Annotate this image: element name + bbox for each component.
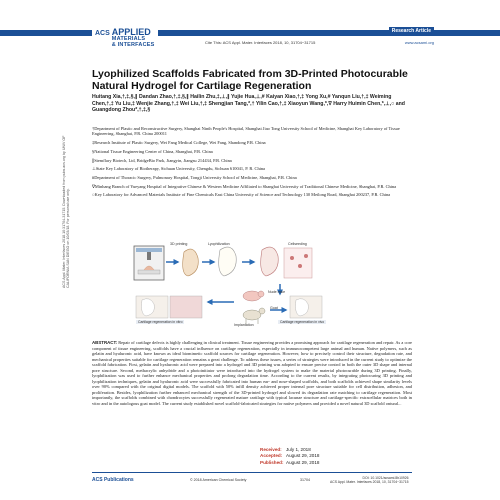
cell-seeded-scaffold-icon: [261, 247, 312, 278]
affiliation: ∇Minhang Branch of Yueyang Hospital of Integrative Chinese & Western Medicine Affiliated to Shanghai University of Traditional Chinese Medicine, Shanghai, P.R. China: [92, 183, 397, 189]
received-date: July 1, 2018: [286, 447, 311, 452]
caption-in-vivo: Cartilage regeneration in vivo: [280, 320, 325, 324]
label-nude-mice: Nude mice: [268, 290, 286, 294]
abstract-text: Repair of cartilage defects is highly challenging in clinical treatment. Tissue engineering provides a promising approach for cartilage regeneration and repair. As a core component of tissue engineering, scaffolds have a crucial influence on cartilage regeneration, especially in immunocompetent large animal and human. Native polymers, such as gelatin and hyaluronic acid, have known as ideal biomimetic scaffold sources for cartilage regeneration. However, how to precisely control their structure, degradation rate, and mechanical properties suitable for cartilage regeneration remains a great challenge. To address these issues, a series of strategies were introduced in the current study to optimize the scaffold fabrication. First, gelatin and hyaluronic acid were prepared into a hydrogel and 3D printing was adopted to ensure precise control in both the outer 3D shape and internal pore structure. Second, methacrylic anhydride and a photoinitiator were introduced into the hydrogel system to make the material photocurable during 3D printing. Finally, lyophilization was used to further enhance mechanical properties and prolong degradation time. According to the current results, by integrating photocuring 3D printing and lyophilization techniques, gelatin and hyaluronic acid were successfully fabricated into human ear- and nose-shaped scaffolds, and both scaffolds achieved shape similarity levels over 90% compared with the original digital models. The scaffold with 50% infill density achieved proper internal pore structure suitable for cell distribution, adhesion, and proliferation. Besides, lyophilization further enhanced mechanical strength of the 3D-printed hydrogel and slowed its degradation rate matching to cartilage regeneration. Most importantly, the scaffolds combined with chondrocytes successfully regenerated mature cartilage with typical lacunae structure and cartilage-specific extracellular matrices both in vitro and in the autologous goat model. The current study established novel scaffold-fabricated strategies for native polymers and provided a novel natural 3D scaffold ontural...: [92, 340, 412, 406]
cite-this-line[interactable]: Cite This: ACS Appl. Mater. Interfaces 2018, 10, 31704−31715: [205, 40, 316, 45]
affiliation: §National Tissue Engineering Center of China, Shanghai, P.R. China: [92, 148, 213, 154]
toc-graphic-illustration: [130, 240, 330, 328]
doi-link[interactable]: DOI: 10.1021/acsami.8b10926: [362, 476, 409, 480]
affiliation: †Department of Plastic and Reconstructive Surgery, Shanghai Ninth People's Hospital, Shanghai Jiao Tong University School of Medicine, Shanghai Key Laboratory of Tissue Engineering, Shanghai, P.R. China 200011: [92, 126, 400, 137]
accepted-label: Accepted:: [260, 453, 283, 459]
affiliation: ∥Stemflary Biotech, Ltd, BridgeBio Park, Jiangyin, Jiangsu 214434, P.R. China: [92, 157, 232, 163]
cartilage-in-vitro-image: [136, 296, 202, 318]
cartilage-in-vivo-image: [290, 296, 322, 318]
logo-line-1: APPLIED: [111, 27, 151, 37]
accepted-date: August 29, 2018: [286, 453, 320, 459]
label-goat: Goat: [270, 306, 278, 310]
label-implantation: Implantation: [234, 323, 254, 327]
affiliations: [92, 126, 412, 201]
published-label: Published:: [260, 459, 284, 465]
download-notice: ACS Appl. Mater. Interfaces 2018.10:31704-31715. Downloaded from pubs.acs.org by UNIV OF CALIFORNIA SAN DIEGO on 10/03/18. For personal use only.: [62, 135, 71, 288]
toc-graphic: [130, 240, 330, 328]
abstract-label: ABSTRACT:: [92, 340, 118, 345]
lyophilized-scaffold-icon: [219, 247, 237, 276]
label-lyophilization: Lyophilization: [208, 242, 230, 246]
3d-printer-icon: [134, 246, 164, 280]
journal-citation: ACS Appl. Mater. Interfaces 2018, 10, 31704−31715: [330, 480, 409, 485]
copyright-notice: © 2018 American Chemical Society: [190, 478, 247, 482]
goat-icon: [243, 308, 265, 324]
doi-block: [330, 476, 409, 485]
journal-logo[interactable]: [92, 28, 158, 48]
received-label: Received:: [260, 447, 282, 452]
nude-mouse-icon: [243, 291, 264, 301]
logo-acs: ACS: [95, 30, 110, 37]
article-type-badge: Research Article: [389, 27, 434, 35]
logo-line-3: & INTERFACES: [111, 42, 155, 48]
label-3d-printing: 3D printing: [170, 242, 188, 246]
affiliation: ⊥State Key Laboratory of Biotherapy, Sichuan University, Chengdu, Sichuan 610041, P. R. China: [92, 166, 265, 172]
footer-divider: [92, 472, 412, 473]
printed-scaffold-icon: [183, 249, 199, 276]
label-cellseeding: Cellseeding: [288, 242, 307, 246]
affiliation: ‡Research Institute of Plastic Surgery, Wei Fang Medical College, Wei Fang, Shandong P.R. China: [92, 140, 266, 146]
journal-site-link[interactable]: www.acsami.org: [404, 40, 434, 45]
page-number: 31704: [300, 478, 310, 482]
acs-publications-logo[interactable]: ACS Publications: [92, 477, 134, 483]
publication-dates: [260, 447, 319, 466]
affiliation: ○Key Laboratory for Advanced Materials Institute of Fine Chemicals East China University of Science and Technology 130 Meilong Road, Shanghai 200237, P.R. China: [92, 192, 391, 198]
author-list: Huitang Xia,†,‡,§,∥ Dandan Zhao,†,‡,§,∥ Hailin Zhu,‡,⊥,∥ Yujie Hua,⊥,# Kaiyan Xiao,†,‡ Yong Xu,# Yanqun Liu,†,‡ Weiming Chen,†,‡ Yu Liu,‡ Wenjie Zhang,†,‡ Wei Liu,†,‡ Shengjian Tang,*,† Yilin Cao,†,‡ Xiaoyun Wang,*,∇ Harry Huimin Chen,*,⊥,○ and Guangdong Zhou*,†,‡,§: [92, 94, 405, 114]
article-title: Lyophilized Scaffolds Fabricated from 3D-Printed Photocurable Natural Hydrogel for Cartilage Regeneration: [92, 68, 408, 92]
affiliation: #Department of Thoracic Surgery, Pulmonary Hospital, Tongji University School of Medicine, Shanghai, P.R. China: [92, 174, 297, 180]
caption-in-vitro: Cartilage regeneration in vitro: [138, 320, 183, 324]
abstract: [92, 340, 412, 436]
logo-name: [112, 28, 155, 48]
logo-line-2: MATERIALS: [111, 36, 146, 42]
published-date: August 29, 2018: [286, 459, 320, 465]
